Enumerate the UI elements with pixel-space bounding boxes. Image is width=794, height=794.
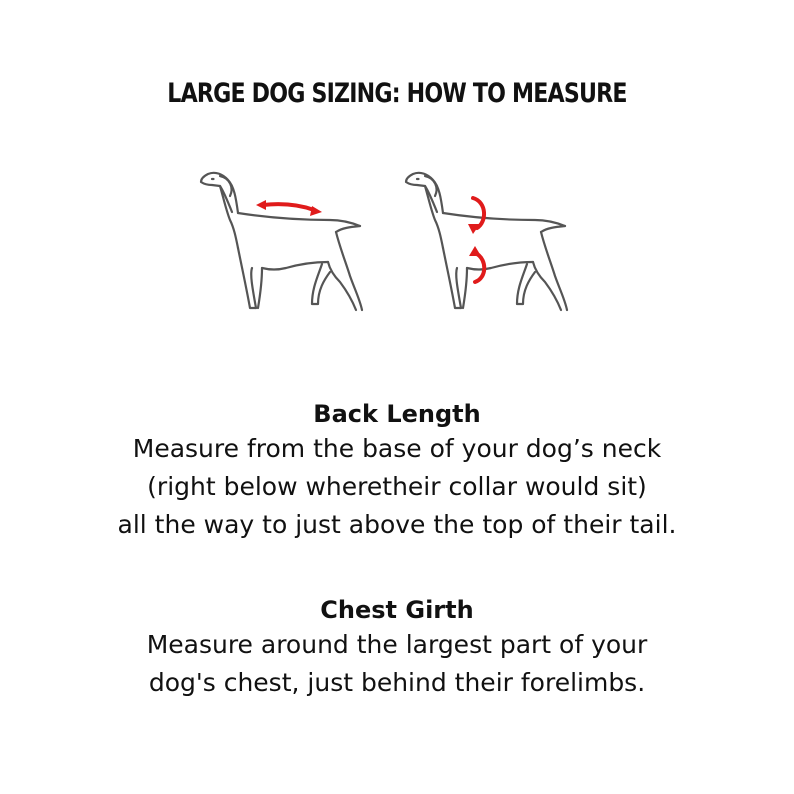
back-length-section — [0, 398, 794, 544]
chest-girth-line: dog's chest, just behind their forelimbs. — [148, 668, 646, 697]
chest-girth-heading: Chest Girth — [320, 596, 474, 624]
chest-girth-line: Measure around the largest part of your — [146, 630, 648, 659]
page-title: LARGE DOG SIZING: HOW TO MEASURE — [167, 78, 627, 109]
back-length-line: Measure from the base of your dog’s neck — [132, 434, 662, 463]
chest-girth-figure — [395, 158, 595, 348]
back-length-figure — [190, 158, 390, 348]
dog-silhouette-back-length-icon — [190, 158, 390, 348]
dog-silhouette-chest-girth-icon — [395, 158, 595, 348]
back-length-line: all the way to just above the top of their tail. — [117, 510, 677, 539]
back-length-heading: Back Length — [313, 400, 481, 428]
back-length-arrow — [256, 200, 322, 216]
back-length-line: (right below wheretheir collar would sit) — [147, 472, 647, 501]
chest-girth-section — [0, 594, 794, 702]
